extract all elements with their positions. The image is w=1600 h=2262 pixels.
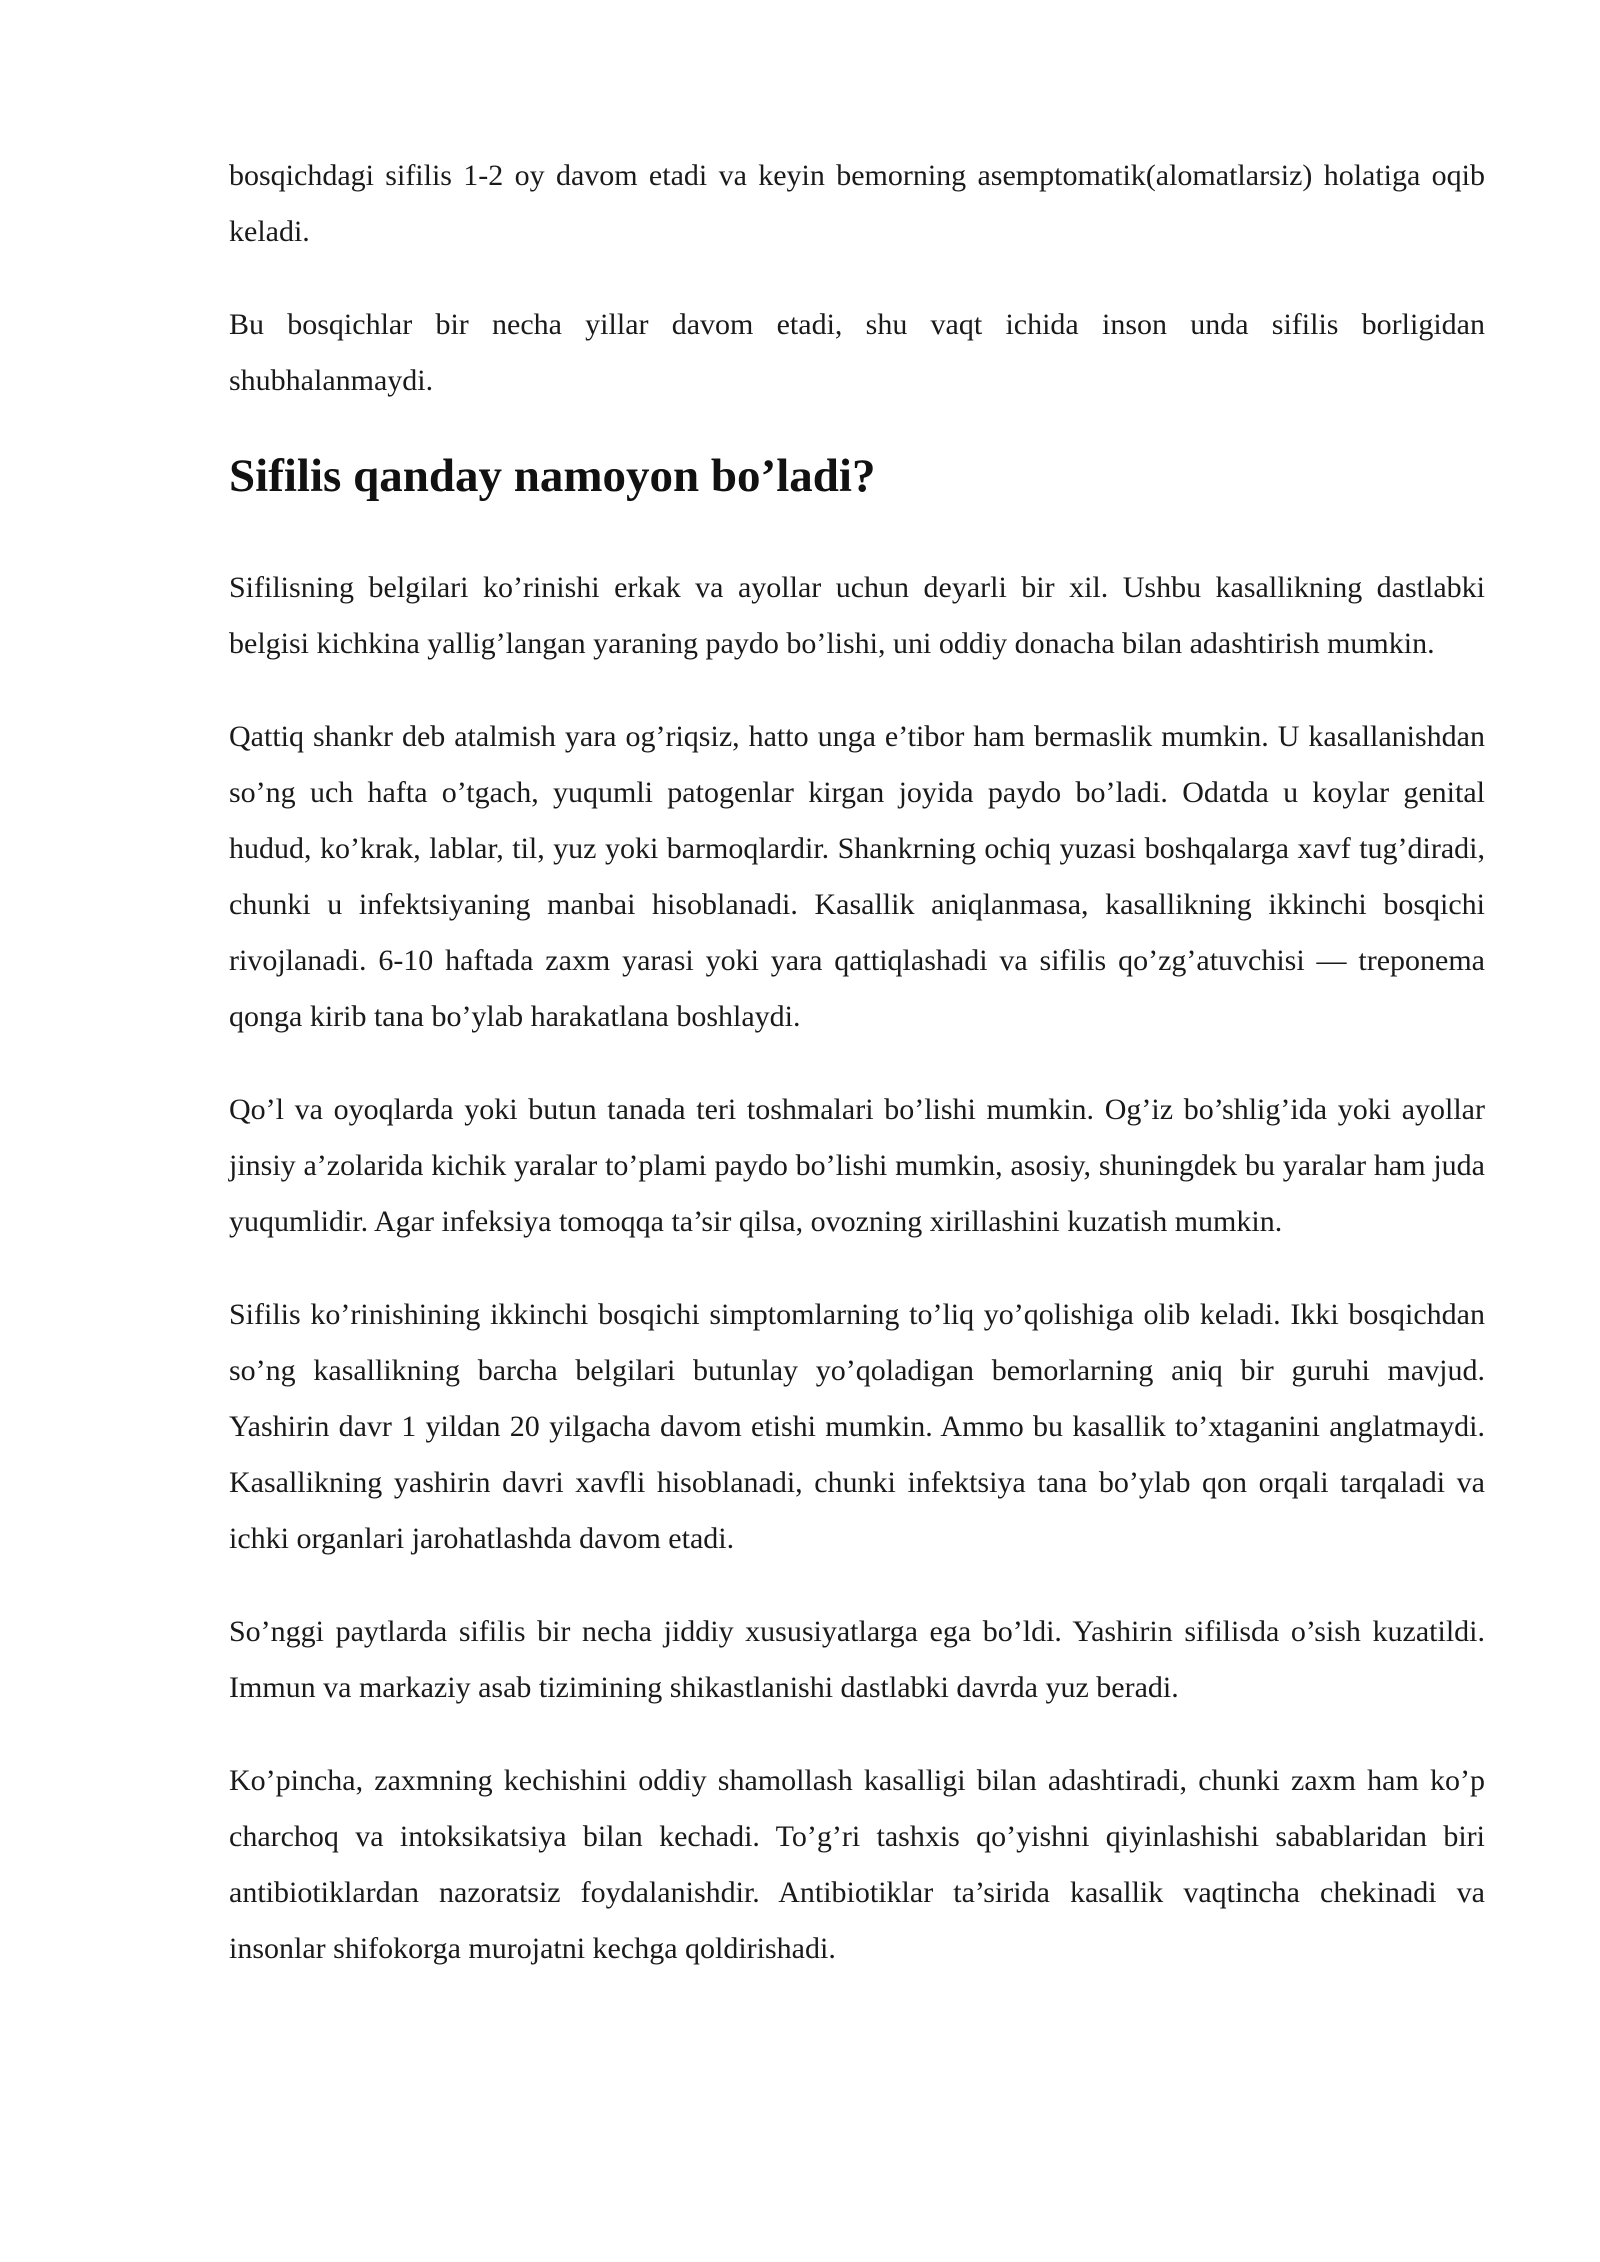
section-heading: Sifilis qanday namoyon bo’ladi? <box>229 450 876 502</box>
paragraph: Qo’l va oyoqlarda yoki butun tanada teri toshmalari bo’lishi mumkin. Og’iz bo’shlig’ida yoki ayollar jinsiy a’zolarida kichik yaralar to’plami paydo bo’lishi mumkin, asosiy, shuningdek bu yaralar ham juda yuqumlidir. Agar infeksiya tomoqqa ta’sir qilsa, ovozning xirillashini kuzatish mumkin. <box>229 1093 1485 1238</box>
document-body <box>229 148 1485 2014</box>
paragraph: Sifilisning belgilari ko’rinishi erkak va ayollar uchun deyarli bir xil. Ushbu kasallikning dastlabki belgisi kichkina yallig’langan yaraning paydo bo’lishi, uni oddiy donacha bilan adashtirish mumkin. <box>229 571 1485 660</box>
paragraph: Qattiq shankr deb atalmish yara og’riqsiz, hatto unga e’tibor ham bermaslik mumkin. U kasallanishdan so’ng uch hafta o’tgach, yuqumli patogenlar kirgan joyida paydo bo’ladi. Odatda u koylar genital hudud, ko’krak, lablar, til, yuz yoki barmoqlardir. Shankrning ochiq yuzasi boshqalarga xavf tug’diradi, chunki u infektsiyaning manbai hisoblanadi. Kasallik aniqlanmasa, kasallikning ikkinchi bosqichi rivojlanadi. 6-10 haftada zaxm yarasi yoki yara qattiqlashadi va sifilis qo’zg’atuvchisi — treponema qonga kirib tana bo’ylab harakatlana boshlaydi. <box>229 720 1485 1033</box>
paragraph: Sifilis ko’rinishining ikkinchi bosqichi simptomlarning to’liq yo’qolishiga olib keladi. Ikki bosqichdan so’ng kasallikning barcha belgilari butunlay yo’qoladigan bemorlarning aniq bir guruhi mavjud. Yashirin davr 1 yildan 20 yilgacha davom etishi mumkin. Ammo bu kasallik to’xtaganini anglatmaydi. Kasallikning yashirin davri xavfli hisoblanadi, chunki infektsiya tana bo’ylab qon orqali tarqaladi va ichki organlari jarohatlashda davom etadi. <box>229 1298 1485 1555</box>
paragraph: Ko’pincha, zaxmning kechishini oddiy shamollash kasalligi bilan adashtiradi, chunki zaxm ham ko’p charchoq va intoksikatsiya bilan kechadi. To’g’ri tashxis qo’yishni qiyinlashishi sabablaridan biri antibiotiklardan nazoratsiz foydalanishdir. Antibiotiklar ta’sirida kasallik vaqtincha chekinadi va insonlar shifokorga murojatni kechga qoldirishadi. <box>229 1764 1485 1965</box>
paragraph: Bu bosqichlar bir necha yillar davom etadi, shu vaqt ichida inson unda sifilis borligidan shubhalanmaydi. <box>229 308 1485 397</box>
paragraph: bosqichdagi sifilis 1-2 oy davom etadi va keyin bemorning asemptomatik(alomatlarsiz) holatiga oqib keladi. <box>229 159 1485 248</box>
paragraph: So’nggi paytlarda sifilis bir necha jiddiy xususiyatlarga ega bo’ldi. Yashirin sifilisda o’sish kuzatildi. Immun va markaziy asab tizimining shikastlanishi dastlabki davrda yuz beradi. <box>229 1615 1485 1704</box>
